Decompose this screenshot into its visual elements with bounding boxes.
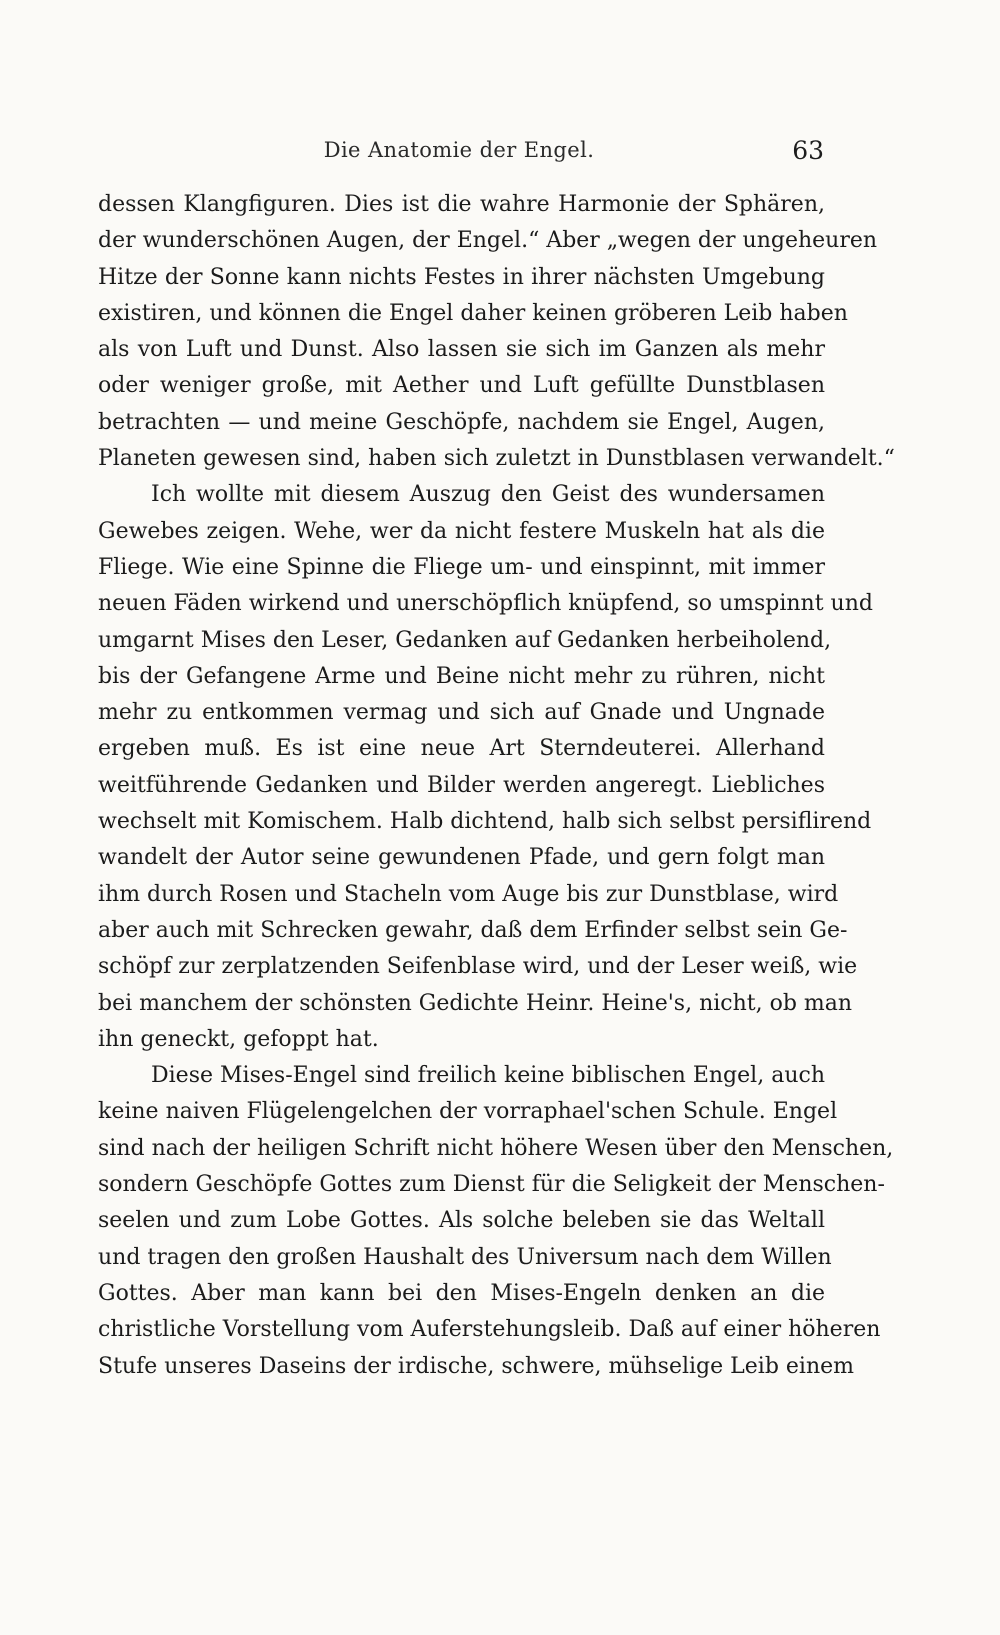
text-line: Hitze der Sonne kann nichts Festes in ihrer nächsten Umgebung: [98, 264, 825, 290]
text-line: schöpf zur zerplatzenden Seifenblase wird, und der Leser weiß, wie: [98, 954, 858, 980]
text-line: umgarnt Mises den Leser, Gedanken auf Gedanken herbeiholend,: [98, 627, 832, 653]
text-line: wandelt der Autor seine gewundenen Pfade, und gern folgt man: [98, 845, 825, 871]
text-line: aber auch mit Schrecken gewahr, daß dem Erfinder selbst sein Ge-: [98, 917, 848, 943]
text-line: Stufe unseres Daseins der irdische, schwere, mühselige Leib einem: [98, 1353, 855, 1379]
text-line: sind nach der heiligen Schrift nicht höhere Wesen über den Menschen,: [98, 1135, 894, 1161]
text-line: oder weniger große, mit Aether und Luft gefüllte Dunstblasen: [98, 373, 825, 399]
running-head: [94, 138, 824, 172]
page-number: 63: [792, 136, 824, 165]
text-line: bis der Gefangene Arme und Beine nicht mehr zu rühren, nicht: [98, 663, 825, 689]
text-line: Planeten gewesen sind, haben sich zuletzt in Dunstblasen verwandelt.“: [98, 446, 895, 472]
text-line: mehr zu entkommen vermag und sich auf Gnade und Ungnade: [98, 700, 825, 726]
paragraph-start-line: Ich wollte mit diesem Auszug den Geist des wundersamen: [151, 482, 825, 508]
text-line: keine naiven Flügelengelchen der vorraphael'schen Schule. Engel: [98, 1099, 838, 1125]
paragraph-start-line: Diese Mises-Engel sind freilich keine biblischen Engel, auch: [151, 1063, 825, 1089]
text-line: betrachten — und meine Geschöpfe, nachdem sie Engel, Augen,: [98, 409, 825, 435]
text-line: christliche Vorstellung vom Auferstehungsleib. Daß auf einer höheren: [98, 1317, 881, 1343]
text-line: ergeben muß. Es ist eine neue Art Sterndeuterei. Allerhand: [98, 736, 825, 762]
text-line: weitführende Gedanken und Bilder werden angeregt. Liebliches: [98, 772, 825, 798]
text-line: als von Luft und Dunst. Also lassen sie sich im Ganzen als mehr: [98, 337, 825, 363]
text-line: der wunderschönen Augen, der Engel.“ Aber „wegen der ungeheuren: [98, 228, 878, 254]
text-line: ihn geneckt, gefoppt hat.: [98, 1026, 379, 1052]
text-line: ihm durch Rosen und Stacheln vom Auge bis zur Dunstblase, wird: [98, 881, 839, 907]
text-line: und tragen den großen Haushalt des Universum nach dem Willen: [98, 1244, 832, 1270]
text-line: sondern Geschöpfe Gottes zum Dienst für die Seligkeit der Menschen-: [98, 1172, 885, 1198]
text-line: seelen und zum Lobe Gottes. Als solche beleben sie das Weltall: [98, 1208, 825, 1234]
text-line: bei manchem der schönsten Gedichte Heinr. Heine's, nicht, ob man: [98, 990, 853, 1016]
text-line: dessen Klangfiguren. Dies ist die wahre Harmonie der Sphären,: [98, 192, 825, 217]
running-title: Die Anatomie der Engel.: [323, 138, 595, 162]
text-line: existiren, und können die Engel daher keinen gröberen Leib haben: [98, 300, 848, 326]
text-line: Gottes. Aber man kann bei den Mises-Engeln denken an die: [98, 1280, 825, 1306]
text-line: Gewebes zeigen. Wehe, wer da nicht festere Muskeln hat als die: [98, 518, 825, 544]
body-text: [98, 187, 895, 1385]
text-line: neuen Fäden wirkend und unerschöpflich knüpfend, so umspinnt und: [98, 591, 873, 617]
text-line: wechselt mit Komischem. Halb dichtend, halb sich selbst persiflirend: [98, 809, 872, 835]
text-line: Fliege. Wie eine Spinne die Fliege um- und einspinnt, mit immer: [98, 554, 825, 580]
